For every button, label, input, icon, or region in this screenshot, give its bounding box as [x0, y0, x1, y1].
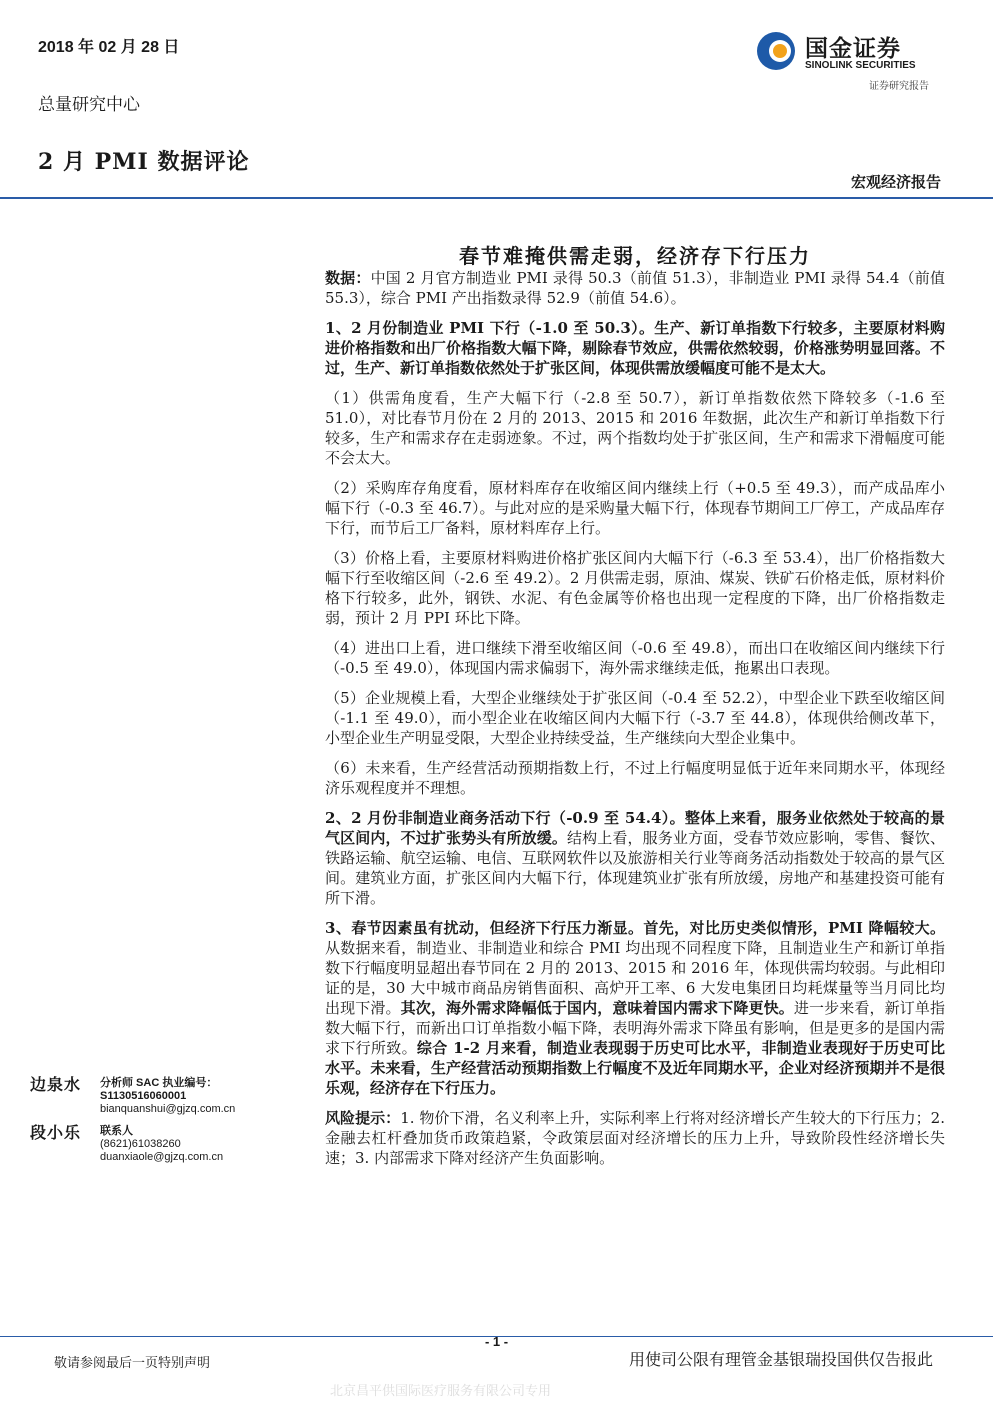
author-email: bianquanshui@gjzq.com.cn	[100, 1103, 236, 1115]
header-divider	[0, 197, 993, 199]
section-2: 2、2 月份非制造业商务活动下行（-0.9 至 54.4）。整体上来看，服务业依然处于较高的景气区间内，不过扩张势头有所放缓。结构上看，服务业方面，受春节效应影响，零售、餐饮、铁路运输、航空运输、电信、互联网软件以及旅游相关行业等商务活动指数处于较高的景气区间。建筑业方面，扩张区间内大幅下行，体现建筑业扩张有所放缓，房地产和基建投资可能有所下滑。	[325, 809, 945, 907]
data-summary: 数据：中国 2 月官方制造业 PMI 录得 50.3（前值 51.3），非制造业 PMI 录得 54.4（前值 55.3），综合 PMI 产出指数录得 52.9（前值 54.6）。	[325, 269, 945, 307]
disclaimer-note: 敬请参阅最后一页特别声明	[54, 1356, 211, 1371]
report-date: 2018 年 02 月 28 日	[38, 39, 180, 56]
risk-warning: 风险提示：1. 物价下滑，名义利率上升，实际利率上行将对经济增长产生较大的下行压力；2. 金融去杠杆叠加货币政策趋紧，令政策层面对经济增长的压力上升，导致阶段性经济增长失速；3. 内部需求下降对经济产生负面影响。	[325, 1109, 945, 1167]
report-title: 2 月 PMI 数据评论	[38, 149, 250, 175]
author-name: 边泉水	[30, 1075, 82, 1094]
section-3: 3、春节因素虽有扰动，但经济下行压力渐显。首先，对比历史类似情形，PMI 降幅较大。从数据来看，制造业、非制造业和综合 PMI 均出现不同程度下降，且制造业生产和新订单指数下行幅度明显超出春节同在 2 月的 2013、2015 和 2016 年，体现供需均较弱。与此相印证的是，30 大中城市商品房销售面积、高炉开工率、6 大发电集团日均耗煤量等当月同比均出现下滑。其次，海外需求降幅低于国内，意味着国内需求下降更快。进一步来看，新订单指数大幅下行，而新出口订单指数小幅下降，表明海外需求下降虽有影响，但是更多的是国内需求下行所致。综合 1-2 月来看，制造业表现弱于历史可比水平，非制造业表现好于历史可比水平。未来看，生产经营活动预期指数上行幅度不及近年同期水平，企业对经济预期并不是很乐观，经济存在下行压力。	[325, 919, 945, 1097]
section-1-para-4: （4）进出口上看，进口继续下滑至收缩区间（-0.6 至 49.8），而出口在收缩区间内继续下行（-0.5 至 49.0），体现国内需求偏弱下，海外需求继续走低，拖累出口表现。	[325, 639, 945, 677]
logo-en: SINOLINK SECURITIES	[805, 60, 916, 71]
section-1-para-1: （1）供需角度看，生产大幅下行（-2.8 至 50.7），新订单指数依然下降较多（-1.6 至 51.0），对比春节月份在 2 月的 2013、2015 和 2016 年数据，此次生产和新订单指数下行较多，生产和需求存在走弱迹象。不过，两个指数均处于扩张区间，生产和需求下滑幅度可能不会太大。	[325, 389, 945, 467]
company-logo	[757, 30, 947, 90]
author-email: duanxiaole@gjzq.com.cn	[100, 1151, 224, 1163]
logo-subtitle: 证券研究报告	[869, 81, 929, 92]
page-number: - 1 -	[484, 1334, 509, 1349]
author-1	[30, 1072, 236, 1115]
author-2	[30, 1120, 224, 1163]
section-1-para-2: （2）采购库存角度看，原材料库存在收缩区间内继续上行（+0.5 至 49.3），而产成品库小幅下行（-0.3 至 46.7）。与此对应的是采购量大幅下行，体现春节期间工厂停工，产成品库存下行，而节后工厂备料，原材料库存上行。	[325, 479, 945, 537]
department: 总量研究中心	[38, 95, 140, 115]
headline: 春节难掩供需走弱，经济存下行压力	[459, 244, 811, 268]
section-1-para-3: （3）价格上看，主要原材料购进价格扩张区间内大幅下行（-6.3 至 53.4），出厂价格指数大幅下行至收缩区间（-2.6 至 49.2）。2 月供需走弱，原油、煤炭、铁矿石价格走低，原材料价格下行较多，此外，钢铁、水泥、有色金属等价格也出现一定程度的下降，出厂价格指数走弱，预计 2 月 PPI 环比下降。	[325, 549, 945, 627]
watermark: 北京昌平供国际医疗服务有限公司专用	[330, 1384, 552, 1399]
author-phone: (8621)61038260	[100, 1138, 181, 1150]
author-info: 联系人 (8621)61038260 duanxiaole@gjzq.com.cn	[100, 1125, 224, 1163]
section-1-para-5: （5）企业规模上看，大型企业继续处于扩张区间（-0.4 至 52.2），中型企业下跌至收缩区间（-1.1 至 49.0），而小型企业在收缩区间内大幅下行（-3.7 至 44.8），体现供给侧改革下，小型企业生产明显受限，大型企业持续受益，生产继续向大型企业集中。	[325, 689, 945, 747]
report-body	[325, 268, 945, 1178]
section-1-heading: 1、2 月份制造业 PMI 下行（-1.0 至 50.3）。生产、新订单指数下行较多，主要原材料购进价格指数和出厂价格指数大幅下降，剔除春节效应，供需依然较弱，价格涨势明显回落。不过，生产、新订单指数依然处于扩张区间，体现供需放缓幅度可能不是太大。	[325, 319, 945, 377]
footer-right-text: 用使司公限有理管金基银瑞投国供仅告报此	[628, 1352, 933, 1369]
logo-cn: 国金证券	[805, 35, 901, 61]
report-type: 宏观经济报告	[850, 173, 941, 191]
section-1-para-6: （6）未来看，生产经营活动预期指数上行，不过上行幅度明显低于近年来同期水平，体现经济乐观程度并不理想。	[325, 759, 945, 797]
author-name: 段小乐	[30, 1123, 82, 1142]
author-info: 分析师 SAC 执业编号：S1130516060001 bianquanshui@gjzq.com.cn	[100, 1077, 236, 1115]
